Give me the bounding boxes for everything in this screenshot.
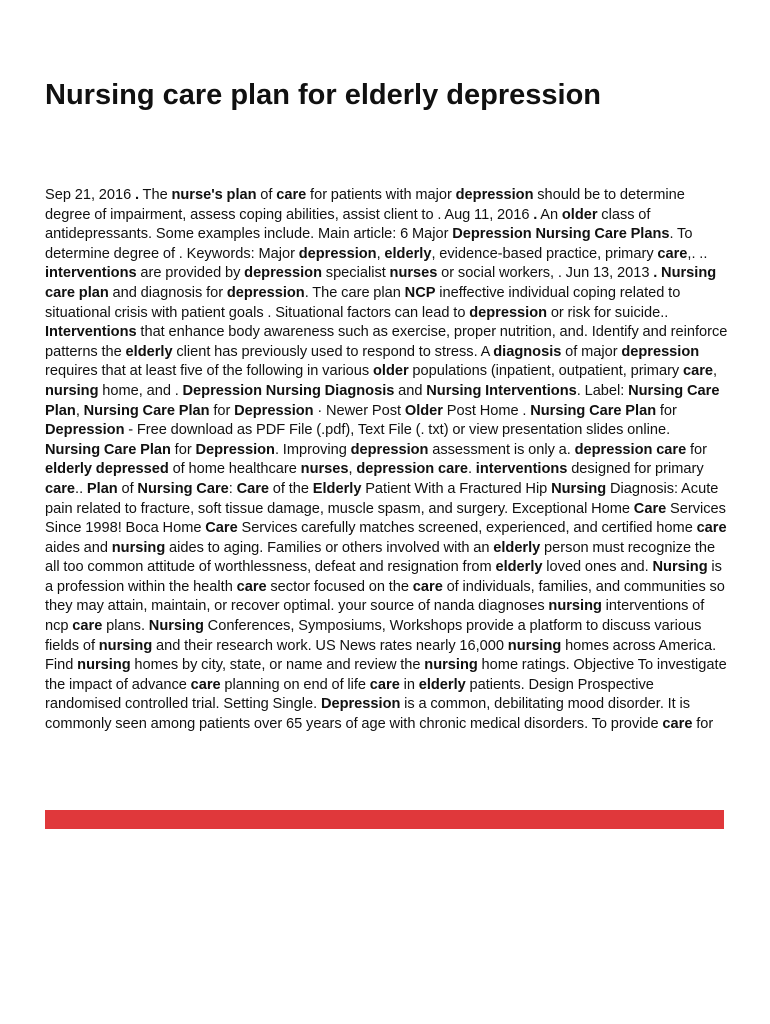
keyword-text: Elderly	[312, 480, 362, 497]
keyword-text: nurses	[389, 265, 438, 282]
body-text-segment: ,	[713, 363, 718, 380]
body-paragraph	[45, 186, 728, 735]
keyword-text: Care	[236, 480, 270, 497]
body-text-segment: An	[537, 206, 562, 223]
body-text-segment: and diagnosis for	[108, 284, 227, 301]
keyword-text: care	[412, 578, 443, 595]
body-text-segment: client has previously used to respond to stress. A	[172, 343, 494, 360]
keyword-text: care	[190, 676, 221, 693]
keyword-text: Nursing Care Plan	[83, 402, 210, 419]
body-text-segment: planning on end of life	[220, 676, 370, 693]
keyword-text: older	[561, 206, 598, 223]
body-text-segment: plans.	[102, 618, 149, 635]
keyword-text: elderly depressed	[45, 461, 169, 478]
keyword-text: diagnosis	[493, 343, 562, 360]
keyword-text: nursing	[111, 539, 166, 556]
keyword-text: interventions	[475, 461, 568, 478]
body-text-segment: :	[228, 480, 237, 497]
keyword-text: elderly	[125, 343, 173, 360]
keyword-text: Care	[205, 520, 238, 537]
body-text-segment: sector focused on the	[266, 578, 413, 595]
keyword-text: care	[682, 363, 714, 380]
body-text-segment: populations (inpatient, outpatient, primary	[408, 363, 683, 380]
body-text-segment: of major	[561, 343, 622, 360]
body-text-segment: . To determine degree of . Keywords: Major	[45, 226, 693, 262]
body-text-segment: Services Since 1998! Boca Home	[45, 500, 726, 537]
keyword-text: care	[369, 676, 400, 693]
keyword-text: care	[72, 618, 103, 635]
body-text-segment: ineffective individual coping related to situational crisis with patient goals . Situational factors can lead to	[45, 284, 681, 321]
body-text-segment: should be to determine degree of impairment, assess coping abilities, assist client to . Aug 11, 2016	[45, 187, 685, 223]
page-title: Nursing care plan for elderly depression	[45, 79, 601, 111]
body-text-segment: or social workers, . Jun 13, 2013	[437, 265, 654, 282]
keyword-text: Nursing Interventions	[426, 382, 577, 399]
keyword-text: depression care	[574, 441, 687, 458]
body-text-segment: . Improving	[274, 441, 351, 458]
keyword-text: Nursing Care Plan	[45, 382, 720, 419]
keyword-text: Nursing	[652, 559, 708, 576]
keyword-text: .	[533, 206, 538, 223]
keyword-text: depression	[469, 304, 548, 321]
body-text-segment: Sep 21, 2016	[45, 187, 135, 203]
body-text-segment: The	[139, 187, 172, 203]
keyword-text: Depression	[234, 402, 314, 419]
keyword-text: interventions	[45, 265, 137, 282]
keyword-text: depression	[350, 441, 429, 458]
body-text-segment: is a common, debilitating mood disorder. It is commonly seen among patients over 65 years of age with chronic medical disorders. To provide	[45, 696, 691, 733]
body-text-segment: Patient With a Fractured Hip	[361, 480, 552, 497]
keyword-text: Depression Nursing Diagnosis	[182, 382, 395, 399]
body-text-segment: interventions of ncp	[45, 598, 705, 635]
body-text-segment: of individuals, families, and communities so they may attain, maintain, or recover optimal. your source of nanda diagnoses	[45, 578, 725, 615]
keyword-text: care	[657, 245, 688, 262]
body-text-segment: ,	[75, 402, 84, 419]
keyword-text: Older	[404, 402, 443, 419]
body-text-segment: are provided by	[136, 265, 245, 282]
keyword-text: care	[662, 716, 693, 733]
body-text-segment: assessment is only a.	[428, 441, 575, 458]
body-text-segment: Post Home .	[442, 402, 531, 419]
keyword-text: Nursing Care Plan	[45, 441, 171, 458]
body-text-segment: aides and	[45, 539, 112, 556]
body-text-segment: . The care plan	[304, 284, 405, 301]
keyword-text: nursing	[98, 637, 153, 654]
body-text-segment: .	[467, 461, 476, 478]
keyword-text: nursing	[77, 657, 131, 674]
body-text-segment: specialist	[322, 265, 390, 282]
keyword-text: Nursing Care Plan	[530, 402, 657, 419]
keyword-text: depression	[621, 343, 700, 360]
body-text-segment: ,. ..	[687, 245, 708, 262]
body-text-segment: or risk for suicide..	[547, 304, 669, 321]
body-text-segment: of the	[269, 480, 313, 497]
keyword-text: nursing	[507, 637, 562, 654]
keyword-text: Plan	[86, 480, 118, 497]
body-text-segment: home, and .	[98, 382, 183, 399]
keyword-text: .	[653, 265, 658, 282]
keyword-text: nurses	[300, 461, 349, 478]
body-text-segment: Diagnosis: Acute pain related to fracture, soft tissue damage, muscle spasm, and surgery. Exceptional Home	[45, 480, 719, 517]
body-text-segment: homes across America. Find	[45, 637, 717, 674]
keyword-text: care	[236, 578, 267, 595]
body-text-segment: - Free download as PDF File (.pdf), Text File (. txt) or view presentation slides online.	[124, 422, 671, 439]
body-text-segment: is a profession within the health	[45, 559, 722, 595]
body-text-segment: requires that at least five of the following in various	[45, 363, 373, 380]
body-text-segment: for	[209, 402, 235, 419]
body-text-segment: Services carefully matches screened, experienced, and certified home	[237, 520, 697, 537]
body-text-segment: patients. Design Prospective randomised controlled trial. Setting Single.	[45, 676, 654, 713]
keyword-text: nursing	[548, 598, 602, 615]
keyword-text: NCP	[404, 284, 436, 301]
body-text-segment: of home healthcare	[168, 461, 301, 478]
keyword-text: depression	[298, 245, 377, 262]
keyword-text: care	[45, 480, 76, 497]
keyword-text: care	[696, 520, 727, 537]
body-text-segment: of	[117, 480, 138, 497]
keyword-text: elderly	[495, 559, 543, 576]
keyword-text: Nursing	[148, 618, 204, 635]
body-text-segment: for	[170, 441, 196, 458]
accent-bar	[45, 810, 724, 829]
body-text-segment: person must recognize the all too common attitude of worthlessness, defeat and resignation from	[45, 539, 716, 576]
body-text-segment: Conferences, Symposiums, Workshops provide a platform to discuss various fields of	[45, 618, 702, 654]
body-text-segment: designed for primary	[567, 461, 704, 478]
body-text-segment: · Newer Post	[313, 402, 405, 419]
keyword-text: Interventions	[45, 324, 137, 341]
keyword-text: Nursing Care	[137, 480, 229, 497]
keyword-text: depression	[226, 284, 305, 301]
keyword-text: care	[276, 187, 307, 203]
keyword-text: Care	[633, 500, 667, 517]
body-text-segment: ,	[376, 245, 385, 262]
keyword-text: depression care	[356, 461, 468, 478]
keyword-text: Depression	[320, 696, 401, 713]
keyword-text: nursing	[45, 382, 99, 399]
keyword-text: nursing	[424, 657, 478, 674]
keyword-text: Nursing	[551, 480, 607, 497]
body-text-segment: . Label:	[576, 382, 629, 399]
body-text-segment: and	[394, 382, 427, 399]
keyword-text: Depression	[45, 422, 125, 439]
keyword-text: Nursing care plan	[45, 265, 717, 301]
body-text-segment: aides to aging. Families or others involved with an	[165, 539, 494, 556]
keyword-text: elderly	[418, 676, 466, 693]
body-text-segment: class of antidepressants. Some examples include. Main article: 6 Major	[45, 206, 651, 243]
body-text-segment: for	[692, 716, 714, 733]
body-text-segment: for patients with major	[306, 187, 456, 203]
body-text-segment: ..	[75, 480, 87, 497]
body-text-segment: and their research work. US News rates nearly 16,000	[152, 637, 508, 654]
keyword-text: elderly	[384, 245, 432, 262]
keyword-text: depression	[244, 265, 323, 282]
body-text-segment: home ratings. Objective To investigate the impact of advance	[45, 657, 727, 693]
keyword-text: depression	[455, 187, 534, 203]
keyword-text: .	[134, 187, 140, 203]
body-text-segment: homes by city, state, or name and review the	[130, 657, 425, 674]
keyword-text: Depression	[195, 441, 275, 458]
body-text-segment: for	[656, 402, 677, 419]
keyword-text: older	[372, 363, 409, 380]
keyword-text: nurse's plan	[171, 187, 257, 203]
body-text-segment: of	[256, 187, 277, 203]
keyword-text: elderly	[493, 539, 541, 556]
body-text-segment: , evidence-based practice, primary	[431, 245, 658, 262]
keyword-text: Depression Nursing Care Plans	[452, 226, 670, 243]
body-text-segment: that enhance body awareness such as exercise, proper nutrition, and. Identify and reinforce patterns the	[45, 324, 728, 360]
body-text-segment: for	[686, 441, 708, 458]
body-text-segment: ,	[348, 461, 357, 478]
body-text-segment: in	[399, 676, 419, 693]
body-text-segment: loved ones and.	[542, 559, 653, 576]
